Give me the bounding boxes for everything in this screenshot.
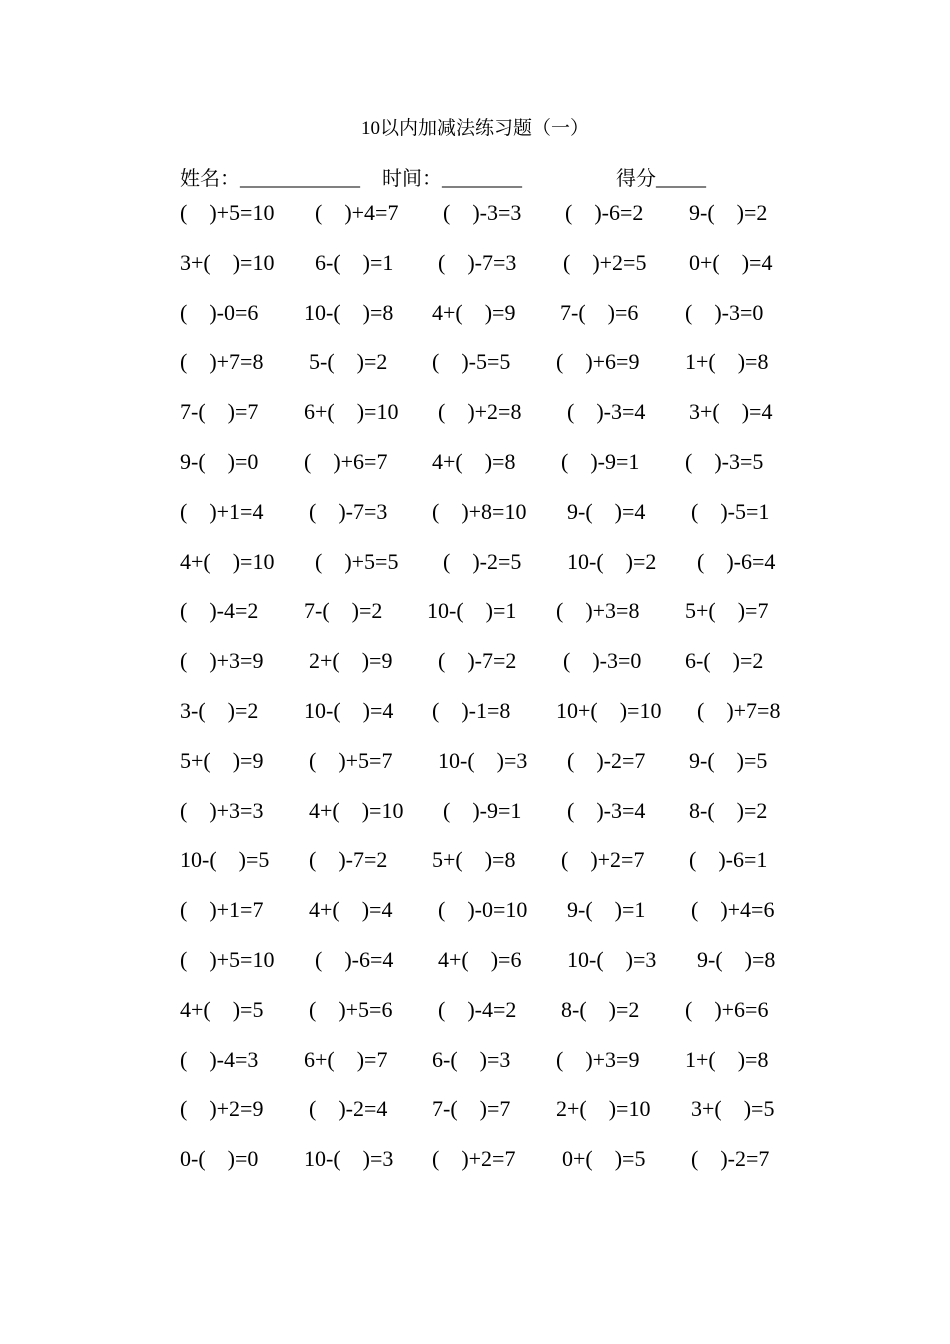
problem-row <box>0 1094 950 1124</box>
problem-item: ( )-4=2 <box>180 598 259 623</box>
problem-item: 0-( )=0 <box>180 1146 259 1171</box>
problem-item: ( )-7=2 <box>438 648 517 673</box>
problem-row <box>0 995 950 1025</box>
problem-item: ( )+1=7 <box>180 897 264 922</box>
problem-item: 6-( )=2 <box>685 648 764 673</box>
problem-item: ( )-3=3 <box>443 200 522 225</box>
problem-row <box>0 447 950 477</box>
time-field: 时间：________ <box>382 168 522 190</box>
problem-item: 10-( )=3 <box>567 947 657 972</box>
problem-item: 5+( )=8 <box>432 847 516 872</box>
problem-row <box>0 347 950 377</box>
problem-item: 2+( )=10 <box>556 1096 651 1121</box>
problem-row <box>0 746 950 776</box>
problem-row <box>0 945 950 975</box>
problem-row <box>0 646 950 676</box>
problem-item: 9-( )=0 <box>180 449 259 474</box>
problem-row <box>0 298 950 328</box>
problem-item: 6+( )=7 <box>304 1047 388 1072</box>
problem-item: ( )-2=7 <box>567 748 646 773</box>
problem-item: 5+( )=9 <box>180 748 264 773</box>
problem-item: 8-( )=2 <box>561 997 640 1022</box>
problem-item: ( )-4=2 <box>438 997 517 1022</box>
problem-item: 7-( )=6 <box>560 300 639 325</box>
problem-row <box>0 1144 950 1174</box>
problem-item: 10-( )=2 <box>567 549 657 574</box>
problem-item: 9-( )=2 <box>689 200 768 225</box>
problem-item: 0+( )=4 <box>689 250 773 275</box>
problem-item: 10-( )=4 <box>304 698 394 723</box>
problem-item: ( )-2=4 <box>309 1096 388 1121</box>
problem-item: ( )+3=9 <box>180 648 264 673</box>
worksheet-title: 10以内加减法练习题（一） <box>360 118 589 139</box>
problem-item: ( )+5=6 <box>309 997 393 1022</box>
student-info-row <box>180 166 706 192</box>
problem-item: 7-( )=7 <box>180 399 259 424</box>
problem-row <box>0 1045 950 1075</box>
problem-item: ( )-3=0 <box>685 300 764 325</box>
problem-row <box>0 895 950 925</box>
problem-item: 10-( )=3 <box>304 1146 394 1171</box>
problem-item: 4+( )=9 <box>432 300 516 325</box>
problem-row <box>0 248 950 278</box>
problem-item: ( )-3=5 <box>685 449 764 474</box>
problem-item: ( )+8=10 <box>432 499 527 524</box>
problem-item: ( )+7=8 <box>697 698 781 723</box>
problem-item: 6-( )=3 <box>432 1047 511 1072</box>
problem-item: ( )+5=7 <box>309 748 393 773</box>
problem-item: 10-( )=1 <box>427 598 517 623</box>
problem-item: ( )-6=4 <box>697 549 776 574</box>
problem-item: 3+( )=5 <box>691 1096 775 1121</box>
problem-item: 5+( )=7 <box>685 598 769 623</box>
problem-item: ( )+5=10 <box>180 947 275 972</box>
problem-item: ( )+2=7 <box>432 1146 516 1171</box>
problem-item: ( )-3=4 <box>567 399 646 424</box>
problem-item: ( )-7=2 <box>309 847 388 872</box>
problem-item: 4+( )=10 <box>180 549 275 574</box>
problem-item: 4+( )=4 <box>309 897 393 922</box>
problem-row <box>0 547 950 577</box>
problem-item: ( )+3=9 <box>556 1047 640 1072</box>
problem-item: ( )-6=1 <box>689 847 768 872</box>
problem-item: ( )+2=8 <box>438 399 522 424</box>
problem-item: ( )-1=8 <box>432 698 511 723</box>
problem-item: 4+( )=5 <box>180 997 264 1022</box>
problem-item: 1+( )=8 <box>685 1047 769 1072</box>
problem-row <box>0 596 950 626</box>
name-field: 姓名：____________ <box>180 168 360 190</box>
problem-item: 7-( )=2 <box>304 598 383 623</box>
problem-item: ( )-2=7 <box>691 1146 770 1171</box>
problem-item: 0+( )=5 <box>562 1146 646 1171</box>
problem-row <box>0 845 950 875</box>
problem-item: 3+( )=4 <box>689 399 773 424</box>
problem-item: ( )-2=5 <box>443 549 522 574</box>
problem-item: ( )-5=5 <box>432 349 511 374</box>
problem-item: 10+( )=10 <box>556 698 662 723</box>
problem-item: 9-( )=1 <box>567 897 646 922</box>
problem-item: ( )-3=0 <box>563 648 642 673</box>
problem-item: ( )+4=7 <box>315 200 399 225</box>
problem-item: ( )-6=4 <box>315 947 394 972</box>
problem-item: 10-( )=5 <box>180 847 270 872</box>
problem-item: 4+( )=10 <box>309 798 404 823</box>
problem-item: ( )-7=3 <box>438 250 517 275</box>
problem-item: ( )+3=8 <box>556 598 640 623</box>
problem-item: 9-( )=4 <box>567 499 646 524</box>
problem-row <box>0 696 950 726</box>
problem-item: ( )+6=7 <box>304 449 388 474</box>
problem-row <box>0 198 950 228</box>
problem-item: ( )+1=4 <box>180 499 264 524</box>
problem-item: ( )+2=9 <box>180 1096 264 1121</box>
problem-item: 6+( )=10 <box>304 399 399 424</box>
problem-item: 8-( )=2 <box>689 798 768 823</box>
problem-item: ( )+2=5 <box>563 250 647 275</box>
problem-item: ( )-3=4 <box>567 798 646 823</box>
problem-row <box>0 796 950 826</box>
problem-item: ( )+5=10 <box>180 200 275 225</box>
problem-item: ( )+2=7 <box>561 847 645 872</box>
problem-item: ( )+6=6 <box>685 997 769 1022</box>
problem-item: 9-( )=5 <box>689 748 768 773</box>
problem-item: 5-( )=2 <box>309 349 388 374</box>
problem-item: ( )+6=9 <box>556 349 640 374</box>
problem-item: ( )-9=1 <box>561 449 640 474</box>
problem-item: 4+( )=6 <box>438 947 522 972</box>
problem-item: 3+( )=10 <box>180 250 275 275</box>
score-field: 得分_____ <box>616 168 706 190</box>
problem-item: 1+( )=8 <box>685 349 769 374</box>
problem-item: ( )-5=1 <box>691 499 770 524</box>
problem-item: ( )-4=3 <box>180 1047 259 1072</box>
problem-row <box>0 497 950 527</box>
problem-item: ( )-7=3 <box>309 499 388 524</box>
problem-item: ( )-0=6 <box>180 300 259 325</box>
problem-item: ( )+3=3 <box>180 798 264 823</box>
problem-item: ( )+4=6 <box>691 897 775 922</box>
problem-item: ( )+7=8 <box>180 349 264 374</box>
problem-item: 7-( )=7 <box>432 1096 511 1121</box>
problem-item: ( )+5=5 <box>315 549 399 574</box>
problem-item: 4+( )=8 <box>432 449 516 474</box>
problem-item: 10-( )=3 <box>438 748 528 773</box>
problem-item: 9-( )=8 <box>697 947 776 972</box>
problem-item: 2+( )=9 <box>309 648 393 673</box>
problem-item: ( )-6=2 <box>565 200 644 225</box>
problem-item: 10-( )=8 <box>304 300 394 325</box>
problem-item: 6-( )=1 <box>315 250 394 275</box>
problem-row <box>0 397 950 427</box>
problem-item: ( )-0=10 <box>438 897 528 922</box>
problem-item: 3-( )=2 <box>180 698 259 723</box>
problem-item: ( )-9=1 <box>443 798 522 823</box>
